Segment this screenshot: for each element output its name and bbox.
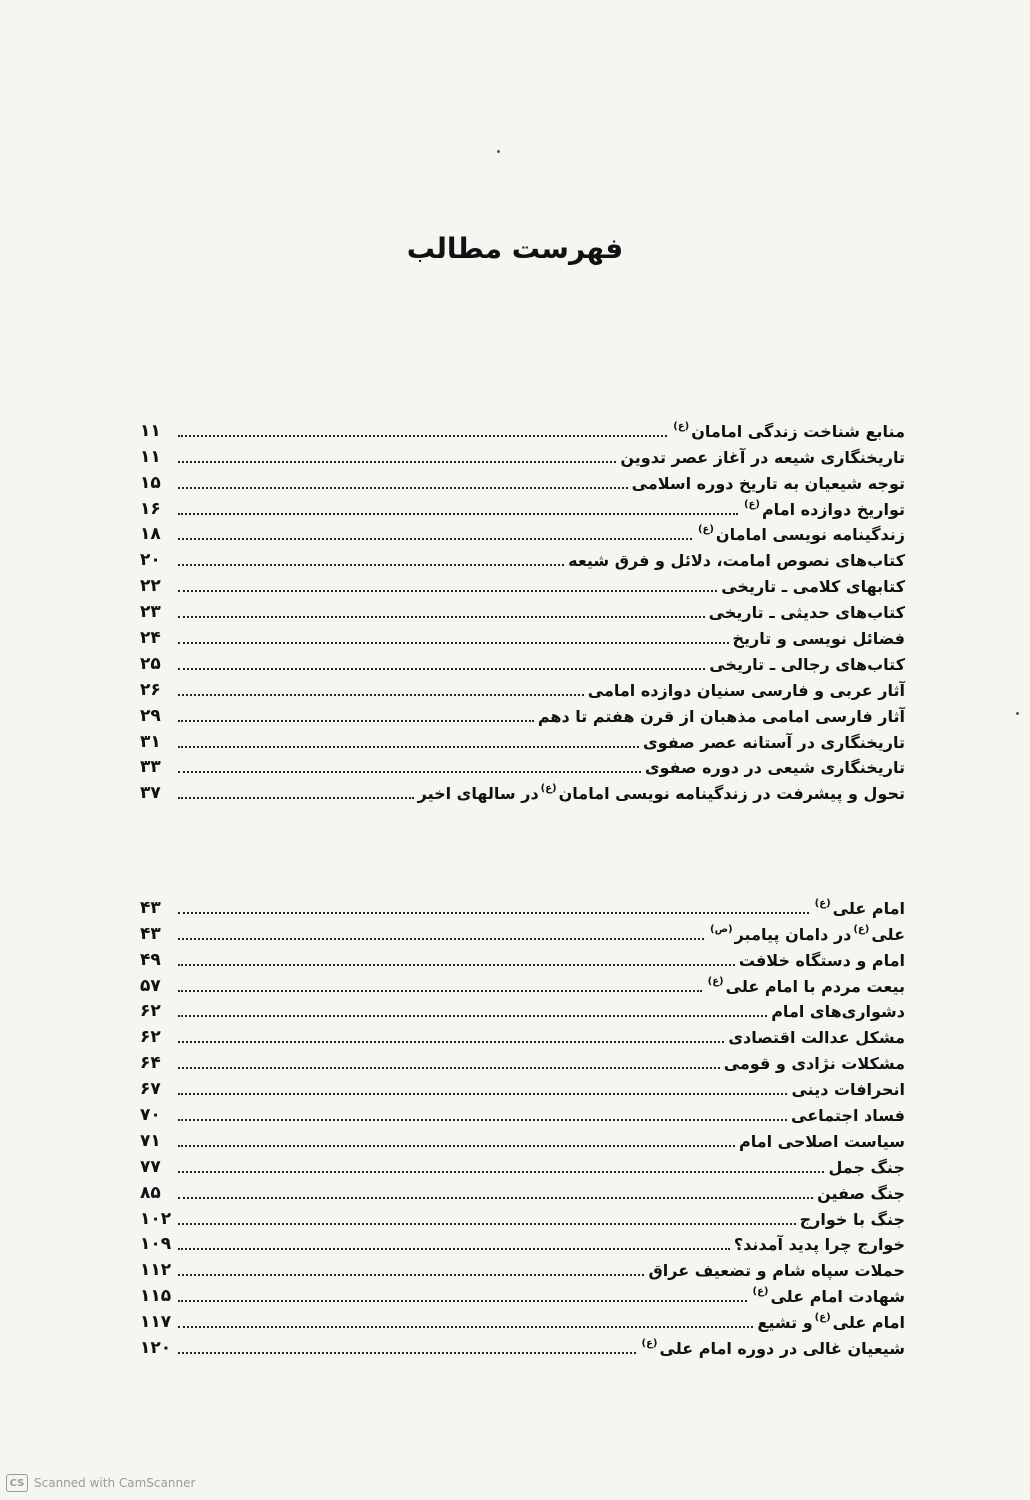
dot-leader [178, 564, 564, 566]
toc-entry-title [813, 897, 905, 918]
page-title: فهرست مطالب [406, 232, 624, 265]
honorific-superscript: (ع) [673, 420, 690, 432]
dot-leader [178, 1015, 767, 1017]
toc-page-number: ۴۳ [140, 897, 161, 918]
entry-text: امام علی [832, 1313, 905, 1333]
toc-entry [140, 1098, 905, 1124]
toc-entry-title [738, 950, 905, 970]
dot-leader [178, 590, 717, 592]
toc-entry-title [734, 1237, 905, 1253]
entry-text: توجه شیعیان به تاریخ دوره اسلامی [631, 473, 905, 493]
toc-entry-title [771, 1004, 905, 1020]
dot-leader [178, 487, 628, 489]
honorific-superscript: (ع) [641, 1338, 658, 1350]
toc-entry [140, 1072, 905, 1098]
entry-text: شهادت امام علی [770, 1287, 905, 1307]
toc-entry [140, 1150, 905, 1176]
toc-entry-title [724, 1056, 905, 1072]
toc-page-number: ۵۷ [140, 975, 161, 996]
toc-page-number: ۶۲ [140, 1001, 161, 1022]
dot-leader [178, 1093, 787, 1095]
entry-text: تاریخنگاری شیعی در دوره صفوی [644, 758, 905, 778]
dot-leader [178, 990, 702, 992]
toc-entry-title [640, 1338, 905, 1359]
toc-entry [140, 492, 905, 518]
honorific-superscript: (ع) [707, 975, 724, 987]
entry-text: آثار عربی و فارسی سنیان دوازده امامی [587, 680, 905, 700]
toc-entry-title [620, 447, 905, 467]
toc-page-number: ۳۱ [140, 731, 161, 752]
toc-page-number: ۸۵ [140, 1182, 161, 1203]
entry-text: زندگینامه نویسی امامان [715, 525, 905, 545]
toc-entry [140, 917, 905, 943]
entry-text: امام علی [832, 898, 905, 918]
toc-page-number: ۱۵ [140, 472, 161, 493]
entry-text: جنگ صفین [817, 1183, 905, 1203]
toc-page-number: ۱۱ [140, 446, 161, 467]
entry-text: تحول و پیشرفت در زندگینامه نویسی امامان [558, 784, 905, 804]
entry-text: جنگ با خوارج [799, 1209, 905, 1229]
toc-page-number: ۲۳ [140, 602, 161, 623]
toc-entry [140, 776, 905, 802]
dot-leader [178, 435, 667, 437]
toc-entry [140, 647, 905, 673]
dot-leader [178, 1223, 796, 1225]
dot-leader [178, 668, 705, 670]
entry-text: حملات سپاه شام و تضعیف عراق [648, 1261, 905, 1281]
toc-entry [140, 699, 905, 725]
dot-leader [178, 513, 738, 515]
toc-entry [140, 543, 905, 569]
dot-leader [178, 1119, 787, 1121]
dot-leader [178, 720, 534, 722]
honorific-superscript: (ع) [814, 897, 831, 909]
entry-text: کتاب‌های حدیثی ـ تاریخی [708, 603, 905, 623]
toc-entry [140, 569, 905, 595]
scanner-watermark [6, 1474, 195, 1492]
toc-page-number: ۳۳ [140, 757, 161, 778]
entry-text: مشکلات نژادی و قومی [723, 1054, 905, 1074]
toc-entry-title [671, 420, 905, 441]
honorific-superscript: (ع) [743, 498, 760, 510]
toc-page-number: ۶۲ [140, 1027, 161, 1048]
entry-text: تواریخ دوازده امام [761, 499, 905, 519]
dot-leader [178, 1067, 720, 1069]
dot-leader [178, 771, 641, 773]
toc-entry [140, 1124, 905, 1150]
honorific-superscript: (ع) [752, 1286, 769, 1298]
entry-text: جنگ جمل [828, 1157, 905, 1177]
toc-entry-title [799, 1209, 905, 1229]
watermark-text: Scanned with CamScanner [34, 1476, 196, 1490]
toc-page-number: ۷۰ [140, 1105, 161, 1126]
toc-section-1 [140, 414, 905, 802]
toc-entry-title [791, 1108, 905, 1124]
entry-text: فساد اجتماعی [791, 1106, 905, 1126]
toc-entry-title [738, 1131, 905, 1151]
dot-leader [178, 964, 735, 966]
dot-leader [178, 1145, 735, 1147]
toc-entry-title [417, 783, 905, 804]
toc-entry [140, 518, 905, 544]
toc-page-number: ۴۳ [140, 923, 161, 944]
dot-leader [178, 616, 705, 618]
toc-page-number: ۲۵ [140, 653, 161, 674]
dot-leader [178, 1197, 813, 1199]
toc-entry-title [791, 1082, 905, 1098]
honorific-superscript: (ع) [540, 783, 557, 795]
toc-page-number: ۷۷ [140, 1156, 161, 1177]
toc-page-number: ۱۱ [140, 420, 161, 441]
toc-page-number: ۱۲۰ [140, 1338, 172, 1359]
toc-entry-title [587, 680, 905, 700]
dot-leader [178, 1171, 824, 1173]
toc-entry [140, 1253, 905, 1279]
honorific-superscript: (ص) [710, 923, 733, 935]
toc-section-2 [140, 891, 905, 1357]
toc-entry-title [696, 524, 905, 545]
toc-entry [140, 1331, 905, 1357]
toc-entry [140, 725, 905, 751]
dot-leader [178, 746, 639, 748]
toc-page-number: ۱۱۵ [140, 1286, 172, 1307]
dot-leader [178, 1352, 636, 1354]
honorific-superscript: (ع) [697, 524, 714, 536]
toc-entry-title [728, 1030, 905, 1046]
entry-text: کتاب‌های رجالی ـ تاریخی [709, 654, 905, 674]
toc-page-number: ۶۴ [140, 1053, 161, 1074]
toc-entry-title [742, 498, 905, 519]
entry-text: انحرافات دینی [791, 1080, 905, 1100]
entry-text: کتابهای کلامی ـ تاریخی [721, 577, 905, 597]
toc-page-number: ۲۲ [140, 576, 161, 597]
entry-text: کتاب‌های نصوص امامت، دلائل و فرق شیعه [568, 551, 905, 571]
dot-leader [178, 1326, 753, 1328]
toc-page-number: ۶۷ [140, 1079, 161, 1100]
camscanner-logo: CS [6, 1474, 28, 1492]
entry-text: بیعت مردم با امام علی [725, 976, 905, 996]
toc-entry [140, 673, 905, 699]
toc-entry [140, 1176, 905, 1202]
toc-entry [140, 1020, 905, 1046]
toc-entry [140, 891, 905, 917]
entry-text-continued: در دامان پیامبر [734, 924, 852, 944]
toc-page-number: ۳۷ [140, 783, 161, 804]
speck [1016, 712, 1019, 715]
entry-text: مشکل عدالت اقتصادی [728, 1028, 905, 1048]
toc-entry [140, 969, 905, 995]
dot-leader [178, 1274, 644, 1276]
toc-entry [140, 995, 905, 1021]
dot-leader [178, 797, 414, 799]
toc-entry [140, 414, 905, 440]
dot-leader [178, 694, 584, 696]
toc-entry [140, 751, 905, 777]
entry-text: علی [871, 924, 905, 944]
toc-entry-title [706, 975, 905, 996]
toc-entry-title [757, 1312, 905, 1333]
toc-entry-title [733, 631, 905, 647]
speck [497, 150, 500, 153]
toc-entry-title [721, 579, 905, 595]
toc-entry-title [708, 923, 905, 944]
toc-entry [140, 440, 905, 466]
toc-page-number: ۱۱۲ [140, 1260, 172, 1281]
entry-text: خوارج چرا پدید آمدند؟ [733, 1235, 905, 1255]
toc-entry-title [709, 654, 905, 674]
toc-entry-title [709, 605, 905, 621]
toc-entry [140, 466, 905, 492]
toc-page-number: ۲۶ [140, 679, 161, 700]
honorific-superscript: (ع) [853, 923, 870, 935]
toc-page-number: ۱۰۹ [140, 1234, 172, 1255]
entry-text: دشواری‌های امام [771, 1002, 905, 1022]
toc-entry [140, 943, 905, 969]
toc-page-number: ۲۴ [140, 628, 161, 649]
dot-leader [178, 642, 729, 644]
dot-leader [178, 1248, 730, 1250]
toc-entry [140, 621, 905, 647]
toc-entry-title [648, 1263, 905, 1279]
toc-entry [140, 1279, 905, 1305]
entry-text: تاریخنگاری شیعه در آغاز عصر تدوین [620, 447, 905, 467]
toc-entry [140, 1305, 905, 1331]
dot-leader [178, 938, 704, 940]
toc-entry-title [751, 1286, 906, 1307]
entry-text: آثار فارسی امامی مذهبان از قرن هفتم تا دهم [537, 706, 905, 726]
toc-page-number: ۲۰ [140, 550, 161, 571]
dot-leader [178, 912, 809, 914]
entry-text: امام و دستگاه خلافت [738, 950, 905, 970]
toc-entry [140, 1228, 905, 1254]
toc-entry-title [828, 1157, 905, 1177]
entry-text: سیاست اصلاحی امام [738, 1131, 905, 1151]
toc-entry-title [643, 732, 905, 752]
honorific-superscript: (ع) [814, 1312, 831, 1324]
entry-text: شیعیان غالی در دوره امام علی [659, 1339, 905, 1359]
dot-leader [178, 1300, 747, 1302]
toc-entry-title [817, 1183, 905, 1203]
toc-entry [140, 1202, 905, 1228]
toc-page-number: ۱۰۲ [140, 1208, 172, 1229]
toc-page-number: ۴۹ [140, 949, 161, 970]
toc-page-number: ۲۹ [140, 705, 161, 726]
entry-text: تاریخنگاری در آستانه عصر صفوی [643, 732, 905, 752]
toc-page-number: ۱۱۷ [140, 1312, 172, 1333]
toc-page-number: ۱۶ [140, 498, 161, 519]
toc-page-number: ۱۸ [140, 524, 161, 545]
dot-leader [178, 538, 692, 540]
toc-page-number: ۷۱ [140, 1130, 161, 1151]
entry-text: فضائل نویسی و تاریخ [732, 629, 905, 649]
toc-entry [140, 1046, 905, 1072]
toc-entry-title [631, 473, 905, 493]
dot-leader [178, 461, 616, 463]
toc-entry-title [568, 553, 905, 569]
entry-text: منابع شناخت زندگی امامان [691, 421, 905, 441]
toc-entry-title [537, 706, 905, 726]
entry-text-continued: و تشیع [757, 1313, 813, 1333]
toc-entry-title [645, 760, 905, 776]
toc-entry [140, 595, 905, 621]
entry-text-continued: در سالهای اخیر [417, 784, 539, 804]
dot-leader [178, 1041, 724, 1043]
